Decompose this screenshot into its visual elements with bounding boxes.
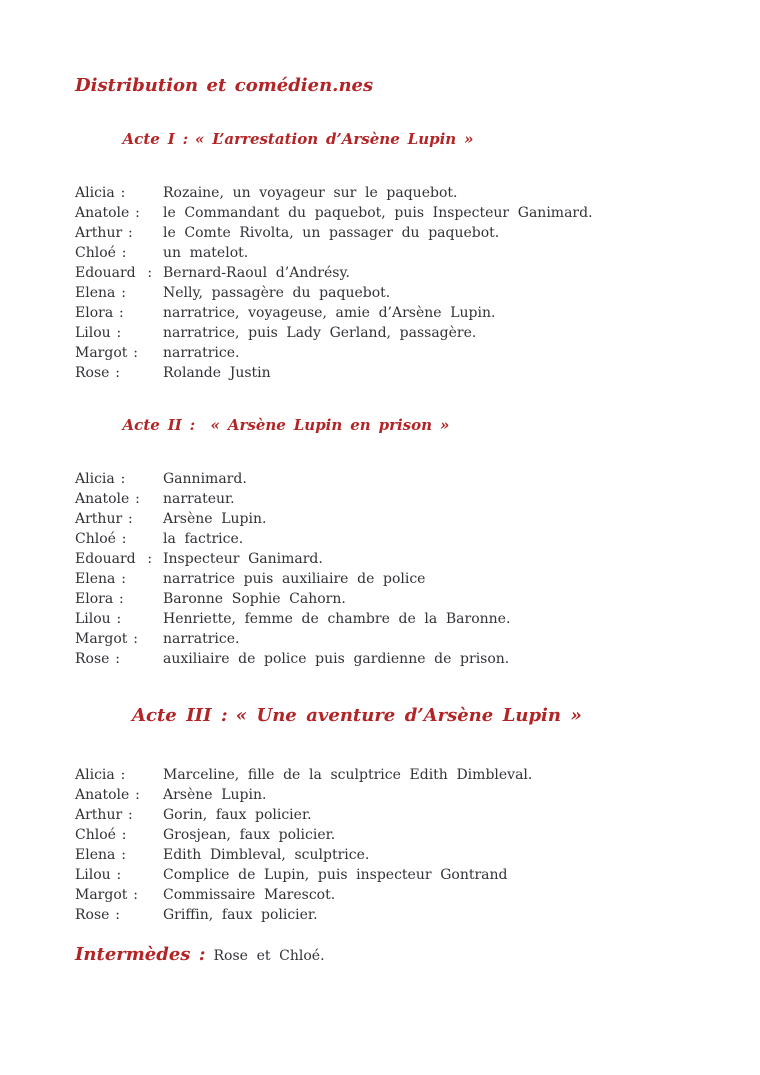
act-label: Acte III :: [132, 705, 228, 726]
cast-row: [75, 223, 690, 243]
cast-role: Rolande Justin: [163, 365, 271, 381]
cast-list: [75, 183, 690, 383]
cast-name: Elena :: [75, 285, 126, 301]
cast-role: Henriette, femme de chambre de la Baronne.: [163, 611, 511, 627]
cast-row: [75, 865, 690, 885]
cast-name: Anatole :: [75, 787, 140, 803]
cast-row: [75, 785, 690, 805]
act-heading: [75, 683, 690, 749]
cast-row: [75, 343, 690, 363]
cast-role: auxiliaire de police puis gardienne de prison.: [163, 651, 510, 667]
cast-name: Anatole :: [75, 205, 140, 221]
sections-container: [75, 111, 690, 925]
cast-role: Commissaire Marescot.: [163, 887, 336, 903]
cast-name: Edouard :: [75, 265, 153, 281]
cast-role: Marceline, fille de la sculptrice Edith Dimbleval.: [163, 767, 533, 783]
cast-name: Alicia :: [75, 471, 126, 487]
cast-row: [75, 765, 690, 785]
act-heading: [75, 111, 690, 168]
cast-role: Arsène Lupin.: [163, 787, 267, 803]
cast-name: Chloé :: [75, 827, 127, 843]
cast-row: [75, 323, 690, 343]
cast-role: Inspecteur Ganimard.: [163, 551, 323, 567]
cast-role: narratrice puis auxiliaire de police: [163, 571, 426, 587]
cast-name: Alicia :: [75, 767, 126, 783]
cast-role: Edith Dimbleval, sculptrice.: [163, 847, 370, 863]
cast-name: Elora :: [75, 591, 124, 607]
cast-name: Lilou :: [75, 325, 122, 341]
cast-name: Alicia :: [75, 185, 126, 201]
cast-row: [75, 529, 690, 549]
intermedes-heading: Intermèdes :: [75, 944, 206, 965]
cast-row: [75, 243, 690, 263]
cast-name: Elena :: [75, 571, 126, 587]
cast-role: narrateur.: [163, 491, 235, 507]
cast-row: [75, 363, 690, 383]
cast-role: le Comte Rivolta, un passager du paquebot.: [163, 225, 500, 241]
cast-role: Bernard-Raoul d’Andrésy.: [163, 265, 350, 281]
cast-row: [75, 283, 690, 303]
cast-row: [75, 489, 690, 509]
act-heading: [75, 397, 690, 454]
cast-role: narratrice.: [163, 345, 240, 361]
cast-name: Elora :: [75, 305, 124, 321]
intermedes-text: Rose et Chloé.: [213, 948, 325, 964]
cast-name: Margot :: [75, 345, 138, 361]
cast-row: [75, 845, 690, 865]
cast-role: narratrice, voyageuse, amie d’Arsène Lupin.: [163, 305, 496, 321]
cast-name: Elena :: [75, 847, 126, 863]
cast-row: [75, 263, 690, 283]
act-title: « L’arrestation d’Arsène Lupin »: [194, 130, 474, 148]
cast-name: Lilou :: [75, 867, 122, 883]
cast-row: [75, 649, 690, 669]
cast-role: Nelly, passagère du paquebot.: [163, 285, 391, 301]
cast-name: Arthur :: [75, 225, 133, 241]
cast-name: Rose :: [75, 365, 121, 381]
cast-role: narratrice.: [163, 631, 240, 647]
cast-role: Griffin, faux policier.: [163, 907, 318, 923]
page-title: Distribution et comédien.nes: [75, 75, 374, 96]
cast-list: [75, 765, 690, 925]
cast-role: Gorin, faux policier.: [163, 807, 312, 823]
cast-row: [75, 905, 690, 925]
cast-role: Gannimard.: [163, 471, 247, 487]
cast-name: Margot :: [75, 631, 138, 647]
cast-row: [75, 629, 690, 649]
cast-row: [75, 303, 690, 323]
act-title: « Arsène Lupin en prison »: [210, 416, 450, 434]
cast-role: un matelot.: [163, 245, 249, 261]
cast-role: Rozaine, un voyageur sur le paquebot.: [163, 185, 458, 201]
cast-name: Lilou :: [75, 611, 122, 627]
cast-row: [75, 549, 690, 569]
cast-row: [75, 885, 690, 905]
cast-role: Arsène Lupin.: [163, 511, 267, 527]
cast-name: Arthur :: [75, 807, 133, 823]
cast-name: Arthur :: [75, 511, 133, 527]
cast-role: Grosjean, faux policier.: [163, 827, 336, 843]
cast-row: [75, 469, 690, 489]
cast-role: narratrice, puis Lady Gerland, passagère.: [163, 325, 477, 341]
cast-row: [75, 825, 690, 845]
cast-row: [75, 589, 690, 609]
cast-row: [75, 183, 690, 203]
cast-row: [75, 805, 690, 825]
cast-name: Rose :: [75, 651, 121, 667]
act-label: Acte I :: [122, 130, 189, 148]
cast-role: le Commandant du paquebot, puis Inspecteur Ganimard.: [163, 205, 593, 221]
cast-name: Rose :: [75, 907, 121, 923]
cast-name: Anatole :: [75, 491, 140, 507]
act-section: [75, 397, 690, 669]
cast-row: [75, 203, 690, 223]
cast-row: [75, 609, 690, 629]
cast-role: Complice de Lupin, puis inspecteur Gontrand: [163, 867, 508, 883]
act-label: Acte II :: [122, 416, 196, 434]
cast-name: Chloé :: [75, 531, 127, 547]
cast-row: [75, 569, 690, 589]
cast-row: [75, 509, 690, 529]
cast-name: Chloé :: [75, 245, 127, 261]
act-section: [75, 111, 690, 383]
cast-name: Edouard :: [75, 551, 153, 567]
act-title: « Une aventure d’Arsène Lupin »: [235, 705, 582, 726]
cast-role: la factrice.: [163, 531, 244, 547]
cast-name: Margot :: [75, 887, 138, 903]
cast-role: Baronne Sophie Cahorn.: [163, 591, 346, 607]
act-section: [75, 683, 690, 925]
intermedes-line: [75, 944, 690, 967]
cast-list: [75, 469, 690, 669]
